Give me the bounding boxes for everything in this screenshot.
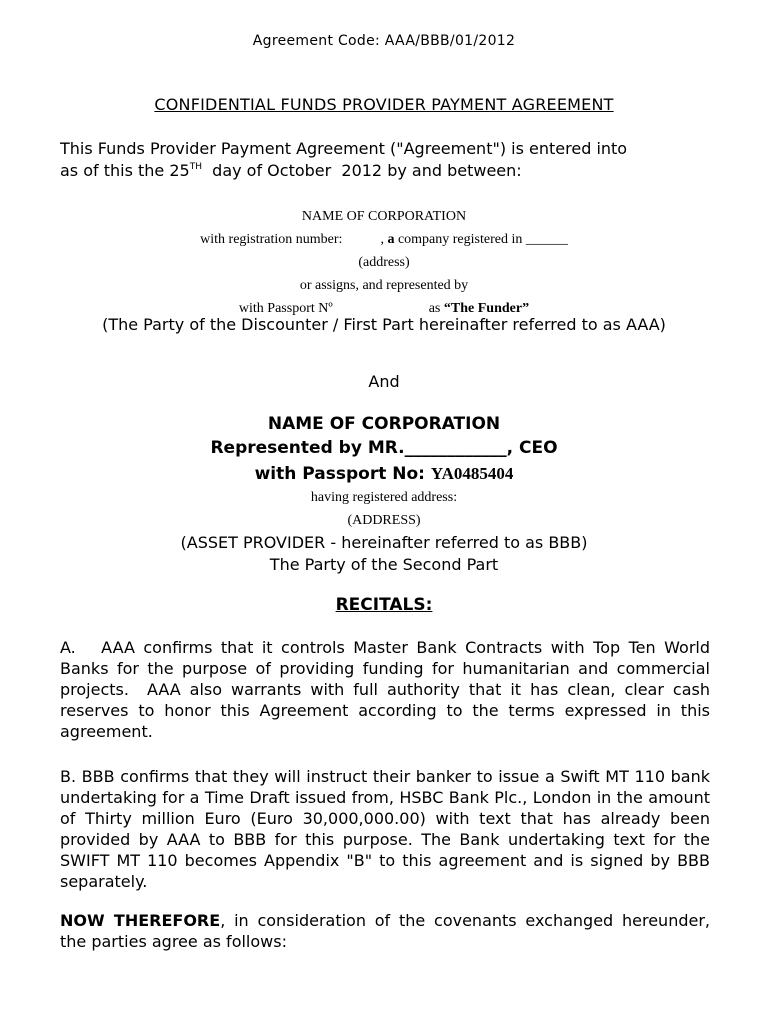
party-one-registration <box>0 228 768 251</box>
party-one-address: (address) <box>358 255 410 270</box>
registration-post: company registered in ______ <box>397 232 568 247</box>
document-title <box>0 95 768 114</box>
registration-comma: , <box>380 232 384 247</box>
agreement-code: Agreement Code: AAA/BBB/01/2012 <box>252 33 516 49</box>
intro-date-pre: as of this the 25 <box>60 161 190 180</box>
document-title-text: CONFIDENTIAL FUNDS PROVIDER PAYMENT AGREEMENT <box>154 95 614 114</box>
recital-b-paragraph: B. BBB confirms that they will instruct their banker to issue a Swift MT 110 bank undertaking for a Time Draft issued from, HSBC Bank Plc., London in the amount of Thirty million Euro (Euro 30,000,000.00) with text that has already been provided by AAA to BBB for this purpose. The Bank undertaking text for the SWIFT MT 110 becomes Appendix "B" to this agreement and is signed by BBB separately. <box>60 767 710 891</box>
party-two-passport-label: with Passport No: <box>254 464 425 484</box>
intro-line-1: This Funds Provider Payment Agreement ("Agreement") is entered into <box>60 139 628 158</box>
recital-a-paragraph: A. AAA confirms that it controls Master Bank Contracts with Top Ten World Banks for the purpose of providing funding for humanitarian and commercial projects. AAA also warrants with full authority that it has clean, clear cash reserves to honor this Agreement according to the terms expressed in this agreement. <box>60 638 716 741</box>
intro-line-2 <box>60 160 710 182</box>
and-separator: And <box>368 372 400 391</box>
party-one-name: NAME OF CORPORATION <box>301 209 467 224</box>
intro-date-post: day of October 2012 by and between: <box>201 161 522 180</box>
party-two-asset-provider: (ASSET PROVIDER - hereinafter referred to as BBB) <box>180 533 588 552</box>
registration-label: with registration number: <box>200 232 343 247</box>
party-two-represented: Represented by MR.____________, CEO <box>210 438 558 458</box>
funder-label: “The Funder” <box>443 301 530 316</box>
party-two-passport-value: YA0485404 <box>430 464 514 483</box>
as-label: as <box>428 301 441 316</box>
intro-date-sup: TH <box>189 162 202 172</box>
now-therefore-rest: , in consideration of the covenants exchanged hereunder, the parties agree as follows: <box>60 911 710 951</box>
party-two-second-part: The Party of the Second Part <box>269 555 499 574</box>
party-one-assigns: or assigns, and represented by <box>299 278 469 293</box>
now-therefore-paragraph <box>60 910 710 952</box>
intro-paragraph <box>60 138 710 182</box>
registration-a: a <box>387 232 395 247</box>
party-two-reg-address: having registered address: <box>310 490 458 505</box>
party-two-block <box>0 412 768 576</box>
party-two-name: NAME OF CORPORATION <box>267 414 501 434</box>
recitals-heading <box>0 595 768 615</box>
recitals-heading-text: RECITALS: <box>335 595 433 615</box>
party-two-passport <box>0 462 768 486</box>
party-one-designation: (The Party of the Discounter / First Part hereinafter referred to as AAA) <box>102 315 666 334</box>
passport-label: with Passport Nº <box>238 301 333 316</box>
party-two-address: (ADDRESS) <box>347 513 421 528</box>
party-one-block <box>0 205 768 320</box>
now-therefore-lead: NOW THEREFORE <box>60 911 221 930</box>
